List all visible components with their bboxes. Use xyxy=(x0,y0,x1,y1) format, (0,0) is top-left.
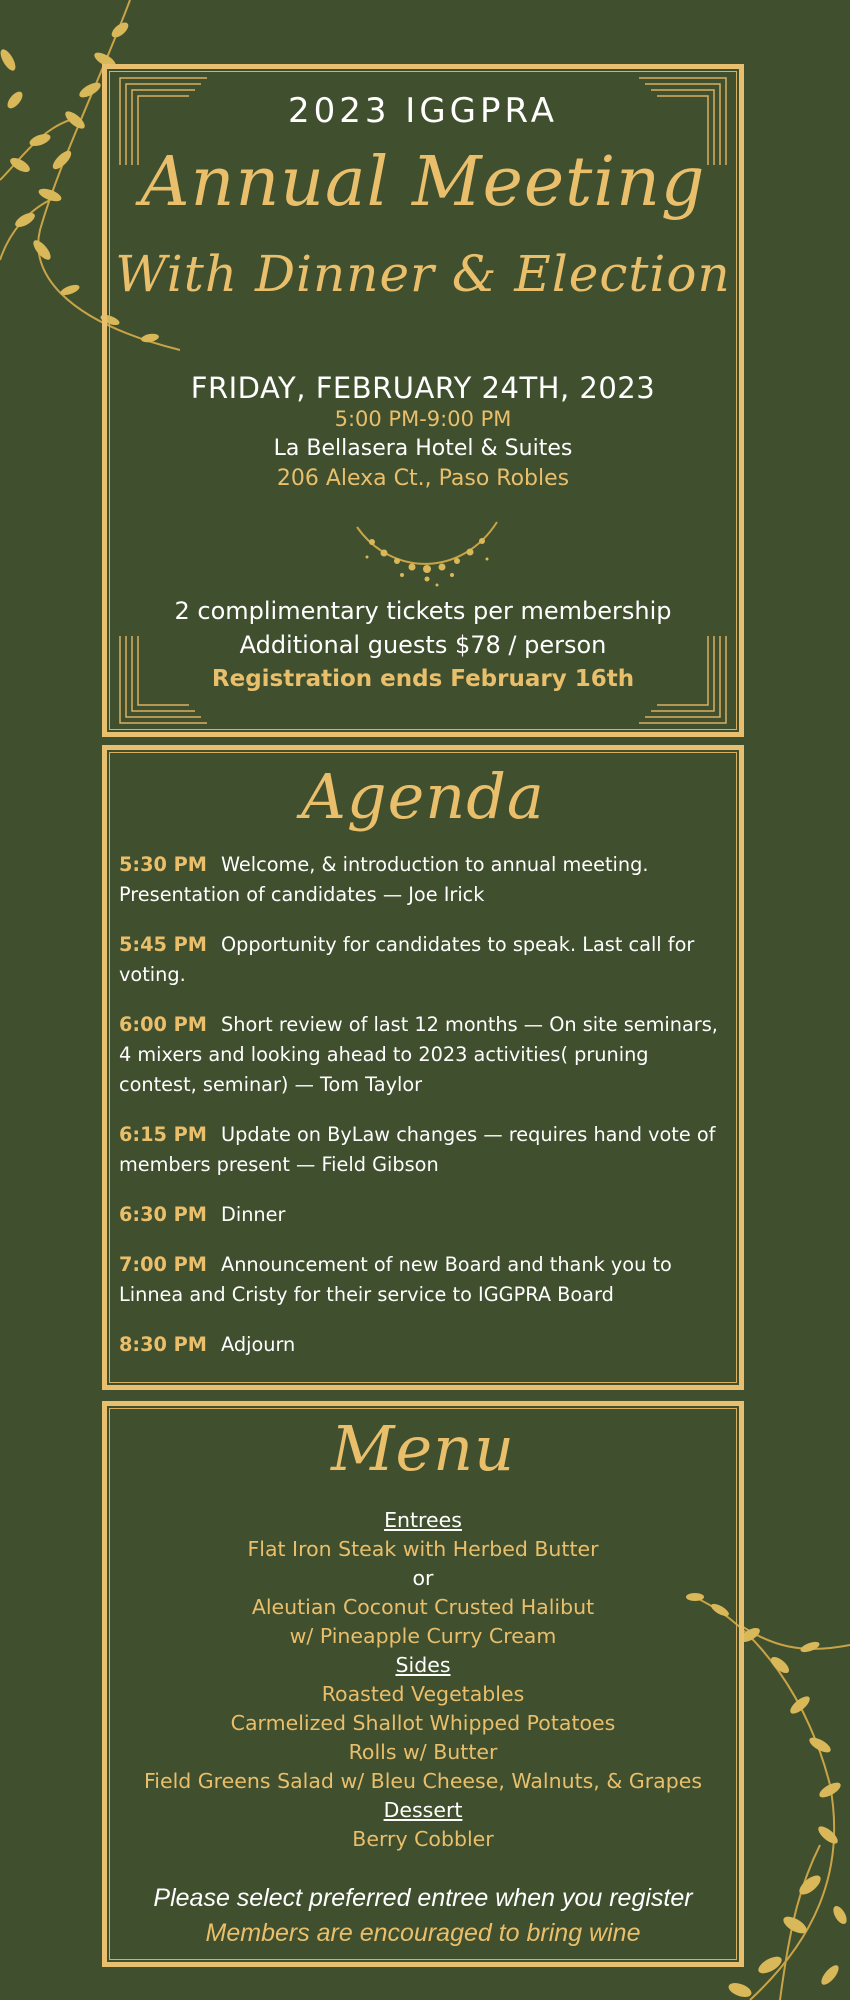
agenda-panel xyxy=(102,745,744,1390)
menu-entree-steak: Flat Iron Steak with Herbed Butter xyxy=(247,1537,599,1561)
agenda-text: Update on ByLaw changes — requires hand vote of members present — Field Gibson xyxy=(119,1123,716,1176)
additional-guests-text: Additional guests $78 / person xyxy=(239,631,607,659)
agenda-item xyxy=(119,850,723,910)
gold-leaf-swag-decoration xyxy=(352,517,502,597)
menu-heading-entrees: Entrees xyxy=(384,1508,462,1532)
event-venue: La Bellasera Hotel & Suites xyxy=(273,436,573,461)
agenda-item xyxy=(119,1200,723,1230)
event-date: FRIDAY, FEBRUARY 24TH, 2023 xyxy=(190,371,656,405)
agenda-text: Opportunity for candidates to speak. Last call for voting. xyxy=(119,933,695,986)
registration-deadline: Registration ends February 16th xyxy=(211,666,635,692)
agenda-item xyxy=(119,1250,723,1310)
menu-side: Field Greens Salad w/ Bleu Cheese, Walnuts, & Grapes xyxy=(143,1769,703,1793)
menu-heading-dessert: Dessert xyxy=(383,1798,463,1822)
agenda-time: 7:00 PM xyxy=(119,1253,207,1276)
meeting-title: Annual Meeting xyxy=(140,143,706,222)
menu-entree-halibut: Aleutian Coconut Crusted Halibut xyxy=(251,1595,595,1619)
agenda-time: 5:45 PM xyxy=(119,933,207,956)
menu-panel xyxy=(102,1401,744,1967)
menu-heading-sides: Sides xyxy=(395,1653,451,1677)
agenda-time: 6:30 PM xyxy=(119,1203,207,1226)
event-address: 206 Alexa Ct., Paso Robles xyxy=(276,466,570,491)
agenda-item xyxy=(119,1010,723,1100)
menu-or: or xyxy=(412,1566,434,1590)
menu-entree-halibut-sauce: w/ Pineapple Curry Cream xyxy=(289,1624,557,1648)
menu-side: Carmelized Shallot Whipped Potatoes xyxy=(230,1711,616,1735)
agenda-item xyxy=(119,1120,723,1180)
agenda-time: 5:30 PM xyxy=(119,853,207,876)
agenda-list xyxy=(119,850,723,1380)
agenda-time: 8:30 PM xyxy=(119,1333,207,1356)
bring-wine-note: Members are encouraged to bring wine xyxy=(205,1919,641,1947)
org-title: 2023 IGGPRA xyxy=(287,91,559,131)
entree-selection-note: Please select preferred entree when you register xyxy=(153,1884,693,1912)
menu-title: Menu xyxy=(330,1412,516,1485)
agenda-time: 6:15 PM xyxy=(119,1123,207,1146)
agenda-time: 6:00 PM xyxy=(119,1013,207,1036)
agenda-text: Short review of last 12 months — On site seminars, 4 mixers and looking ahead to 2023 activities( pruning contest, seminar) — Tom Taylor xyxy=(119,1013,718,1096)
menu-dessert: Berry Cobbler xyxy=(352,1827,494,1851)
complimentary-tickets-text: 2 complimentary tickets per membership xyxy=(174,597,672,625)
agenda-text: Dinner xyxy=(221,1203,286,1226)
agenda-title: Agenda xyxy=(301,760,545,833)
menu-side: Roasted Vegetables xyxy=(321,1682,525,1706)
agenda-text: Welcome, & introduction to annual meeting. Presentation of candidates — Joe Irick xyxy=(119,853,649,906)
meeting-subtitle: With Dinner & Election xyxy=(115,245,731,303)
agenda-text: Announcement of new Board and thank you to Linnea and Cristy for their service to IGGPRA Board xyxy=(119,1253,672,1306)
event-details-panel xyxy=(102,64,744,737)
menu-side: Rolls w/ Butter xyxy=(348,1740,498,1764)
menu-list xyxy=(107,1506,739,1854)
event-time: 5:00 PM-9:00 PM xyxy=(334,407,512,431)
agenda-item xyxy=(119,1330,723,1360)
agenda-item xyxy=(119,930,723,990)
agenda-text: Adjourn xyxy=(221,1333,296,1356)
